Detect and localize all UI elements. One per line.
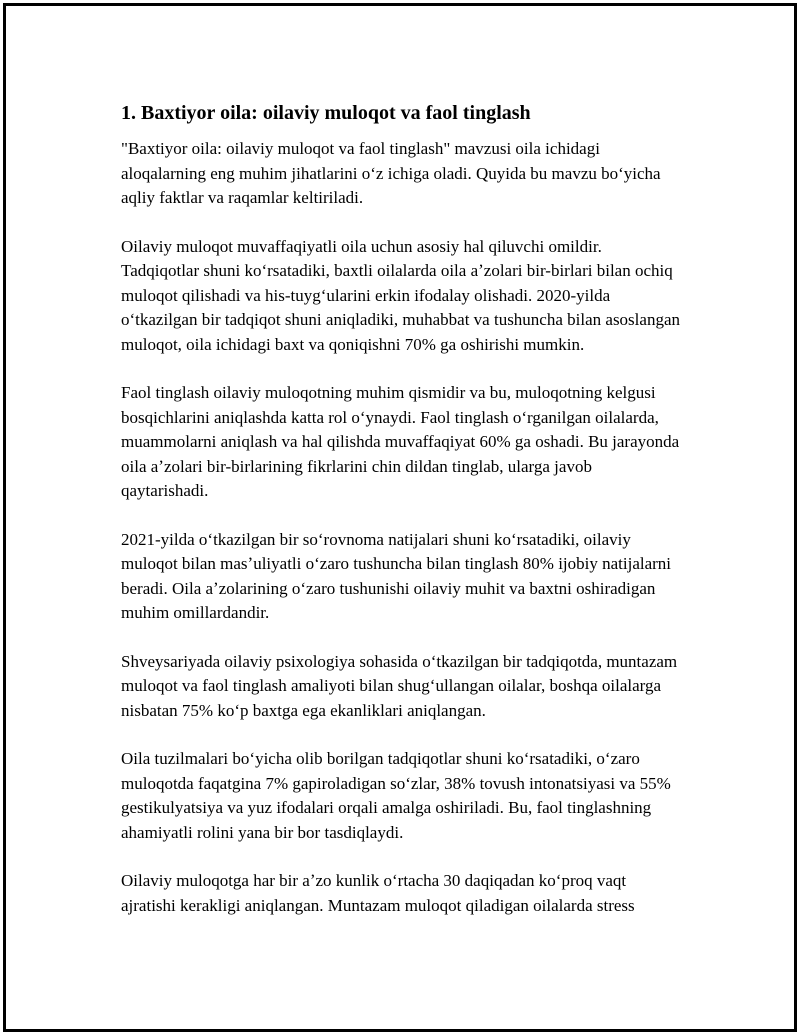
paragraph-intro: "Baxtiyor oila: oilaviy muloqot va faol tinglash" mavzusi oila ichidagi aloqalarning eng muhim jihatlarini oʻz ichiga oladi. Quyida bu mavzu boʻyicha aqliy faktlar va raqamlar keltiriladi.	[121, 139, 661, 207]
paragraph-active-listening: Faol tinglash oilaviy muloqotning muhim qismidir va bu, muloqotning kelgusi bosqichlarini aniqlashda katta rol oʻynaydi. Faol tinglash oʻrganilgan oilalarda, muammolarni aniqlash va hal qilishda muvaffaqiyat 60% ga oshadi. Bu jarayonda oila aʼzolari bir-birlarining fikrlarini chin dildan tinglab, ularga javob qaytarishadi.	[121, 383, 680, 500]
document-body	[121, 101, 681, 942]
paragraph-communication-structure: Oila tuzilmalari boʻyicha olib borilgan tadqiqotlar shuni koʻrsatadiki, oʻzaro muloqotda faqatgina 7% gapiroladigan soʻzlar, 38% tovush intonatsiyasi va 55% gestikulyatsiya va yuz ifodalari orqali amalga oshiriladi. Bu, faol tinglashning ahamiyatli rolini yana bir bor tasdiqlaydi.	[121, 749, 671, 842]
document-title: 1. Baxtiyor oila: oilaviy muloqot va faol tinglash	[121, 102, 531, 124]
paragraph-communication: Oilaviy muloqot muvaffaqiyatli oila uchun asosiy hal qiluvchi omildir. Tadqiqotlar shuni koʻrsatadiki, baxtli oilalarda oila aʼzolari bir-birlari bilan ochiq muloqot qilishadi va his-tuygʻularini erkin ifodalay olishadi. 2020-yilda oʻtkazilgan bir tadqiqot shuni aniqladiki, muhabbat va tushuncha bilan asoslangan muloqot, oila ichidagi baxt va qoniqishni 70% ga oshirishi mumkin.	[121, 236, 680, 354]
paragraph-survey-2021: 2021-yilda oʻtkazilgan bir soʻrovnoma natijalari shuni koʻrsatadiki, oilaviy muloqot bilan masʼuliyatli oʻzaro tushuncha bilan tinglash 80% ijobiy natijalarni beradi. Oila aʼzolarining oʻzaro tushunishi oilaviy muhit va baxtni oshiradigan muhim omillardandir.	[121, 529, 672, 622]
page-frame	[3, 3, 797, 1032]
paragraph-switzerland-study: Shveysariyada oilaviy psixologiya sohasida oʻtkazilgan bir tadqiqotda, muntazam muloqot va faol tinglash amaliyoti bilan shugʻullangan oilalar, boshqa oilalarga nisbatan 75% koʻp baxtga ega ekanliklari aniqlangan.	[121, 651, 678, 720]
paragraph-daily-time: Oilaviy muloqotga har bir aʼzo kunlik oʻrtacha 30 daqiqadan koʻproq vaqt ajratishi kerakligi aniqlangan. Muntazam muloqot qiladigan oilalarda stress	[121, 871, 635, 915]
